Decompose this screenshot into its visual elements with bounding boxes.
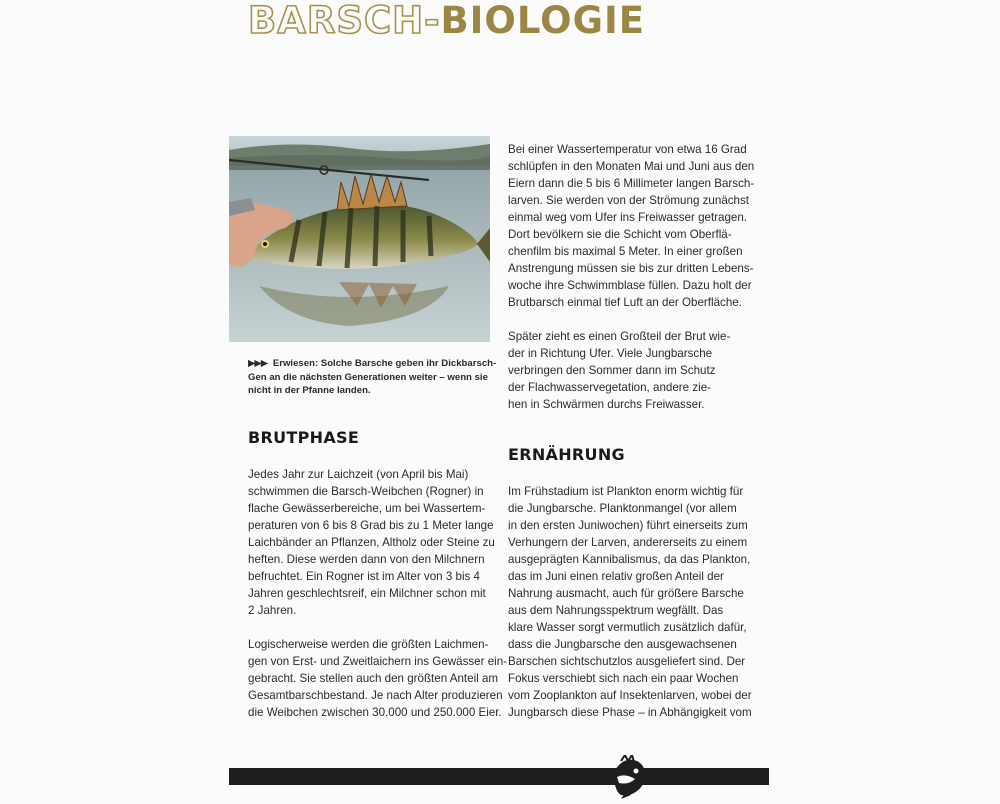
text-line: chenfilm bis maximal 5 Meter. In einer großen xyxy=(508,245,743,258)
section-heading-brutphase: BRUTPHASE xyxy=(248,428,360,447)
photo-caption xyxy=(248,357,498,398)
perch-photo xyxy=(229,136,490,342)
text-line: peraturen von 6 bis 8 Grad bis zu 1 Meter lange xyxy=(248,519,494,532)
intro-text xyxy=(508,141,754,413)
ernaehrung-paragraph xyxy=(508,483,752,721)
text-line: gen von Erst- und Zweitlaichern ins Gewässer ein- xyxy=(248,655,508,668)
section-heading-ernaehrung: ERNÄHRUNG xyxy=(508,445,625,464)
text-line: Jahren geschlechtsreif, ein Milchner schon mit xyxy=(248,587,486,600)
text-line: Dort bevölkern sie die Schicht vom Oberflä- xyxy=(508,228,732,241)
text-line: dass die Jungbarsche den ausgewachsenen xyxy=(508,638,737,651)
text-line: klare Wasser sorgt vermutlich zusätzlich dafür, xyxy=(508,621,747,634)
caption-arrows: ▶▶▶ xyxy=(248,358,268,369)
text-line: Barschen sichtschutzlos ausgeliefert sind. Der xyxy=(508,655,746,668)
text-line: der in Richtung Ufer. Viele Jungbarsche xyxy=(508,347,713,360)
text-line: die Jungbarsche. Planktonmangel (vor allem xyxy=(508,502,737,515)
footer-bar xyxy=(229,768,769,785)
page-title-solid: BIOLOGIE xyxy=(440,0,645,42)
perch-logo-icon xyxy=(609,755,649,804)
text-line: das im Juni einen relativ großen Anteil der xyxy=(508,570,724,583)
text-line: schwimmen die Barsch-Weibchen (Rogner) in xyxy=(248,485,484,498)
text-line: schlüpfen in den Monaten Mai und Juni aus den xyxy=(508,160,755,173)
text-line: flache Gewässerbereiche, um bei Wassertem- xyxy=(248,502,486,515)
text-line: Anstrengung müssen sie bis zur dritten Lebens- xyxy=(508,262,754,275)
text-line: Im Frühstadium ist Plankton enorm wichtig für xyxy=(508,485,744,498)
text-line: Logischerweise werden die größten Laichmen- xyxy=(248,638,489,651)
brutphase-paragraph-1 xyxy=(248,466,495,619)
text-line: gebracht. Sie stellen auch den größten Anteil am xyxy=(248,672,499,685)
text-line: Gesamtbarschbestand. Je nach Alter produzieren xyxy=(248,689,503,702)
text-line: 2 Jahren. xyxy=(248,604,297,617)
text-line: hen in Schwärmen durchs Freiwasser. xyxy=(508,398,705,411)
text-line: aus dem Nahrungsspektrum wegfällt. Das xyxy=(508,604,724,617)
text-line: Nahrung ausmacht, auch für größere Barsche xyxy=(508,587,744,600)
text-line: larven. Sie werden von der Strömung zunächst xyxy=(508,194,750,207)
text-line: verbringen den Sommer dann im Schutz xyxy=(508,364,716,377)
text-line: in den ersten Juniwochen) führt einerseits zum xyxy=(508,519,748,532)
paragraph-gap xyxy=(508,311,754,328)
text-line: vom Zooplankton auf Insektenlarven, wobei der xyxy=(508,689,752,702)
text-line: die Weibchen zwischen 30.000 und 250.000 Eier. xyxy=(248,706,502,719)
text-line: der Flachwasservegetation, andere zie- xyxy=(508,381,711,394)
text-line: einmal weg vom Ufer ins Freiwasser getragen. xyxy=(508,211,748,224)
text-line: woche ihre Schwimmblase füllen. Dazu holt der xyxy=(508,279,752,292)
page-title xyxy=(248,0,645,42)
page-title-outline: BARSCH- xyxy=(248,0,441,42)
text-line: Jedes Jahr zur Laichzeit (von April bis Mai) xyxy=(248,468,469,481)
text-line: heften. Diese werden dann von den Milchnern xyxy=(248,553,485,566)
text-line: Bei einer Wassertemperatur von etwa 16 Grad xyxy=(508,143,747,156)
text-line: Verhungern der Larven, andererseits zu einem xyxy=(508,536,748,549)
text-line: ausgeprägten Kannibalismus, da das Plankton, xyxy=(508,553,751,566)
caption-text: Erwiesen: Solche Barsche geben ihr Dickbarsch-Gen an die nächsten Generationen weiter – wenn sie nicht in der Pfanne landen. xyxy=(248,358,497,396)
brutphase-paragraph-2 xyxy=(248,636,507,721)
text-line: befruchtet. Ein Rogner ist im Alter von 3 bis 4 xyxy=(248,570,480,583)
text-line: Eiern dann die 5 bis 6 Millimeter langen Barsch- xyxy=(508,177,755,190)
text-line: Fokus verschiebt sich nach ein paar Wochen xyxy=(508,672,739,685)
text-line: Später zieht es einen Großteil der Brut wie- xyxy=(508,330,731,343)
text-line: Laichbänder an Pflanzen, Altholz oder Steine zu xyxy=(248,536,495,549)
text-line: Brutbarsch einmal tief Luft an der Oberfläche. xyxy=(508,296,742,309)
text-line: Jungbarsch diese Phase – in Abhängigkeit vom xyxy=(508,706,752,719)
